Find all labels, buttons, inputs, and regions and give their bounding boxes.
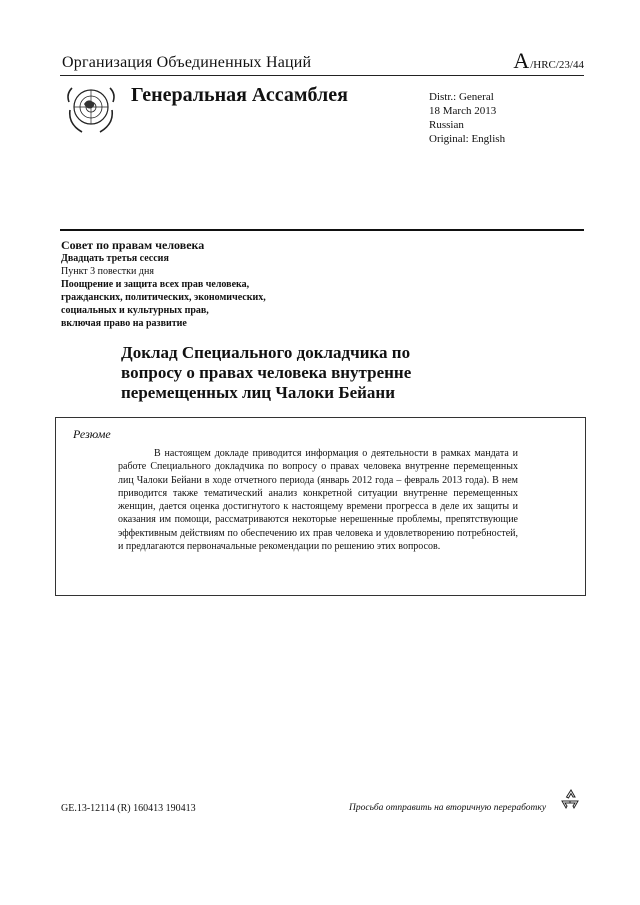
document-code: GE.13-12114 (R) 160413 190413 <box>61 803 196 814</box>
original-line: Original: English <box>429 133 506 145</box>
organization-name: Организация Объединенных Наций <box>62 54 312 71</box>
un-emblem-icon <box>62 80 120 138</box>
topic-line: включая право на развитие <box>61 318 187 329</box>
title-line: перемещенных лиц Чалоки Бейани <box>121 383 396 402</box>
agenda-item: Пункт 3 повестки дня <box>61 266 154 277</box>
topic-line: гражданских, политических, экономических, <box>61 292 266 303</box>
summary-text: В настоящем докладе приводится информация о деятельности в рамках мандата и работе Специального докладчика по вопросу о правах человека внутренне перемещенных лиц Чалоки Бейани в ходе отчетного периода (январь 2012 года – февраль 2013 года). В нем приводится также тематический анализ конкретной ситуации внутренне перемещенных женщин, дается оценка достигнутого к настоящему времени прогресса в деле их защиты и оказания им помощи, рассматриваются некоторые нерешенные проблемы, препятствующие эффективным действиям по обеспечению их прав человека и удовлетворению потребностей, и предлагаются первоначальные рекомендации по решению этих вопросов. <box>118 448 518 553</box>
topic-line: социальных и культурных прав, <box>61 305 209 316</box>
agenda-block <box>61 252 266 330</box>
recycle-note: Просьба отправить на вторичную переработку <box>349 803 547 813</box>
title-line: Доклад Специального докладчика по <box>121 343 411 362</box>
summary-label: Резюме <box>73 427 111 441</box>
distribution-block <box>429 90 505 146</box>
symbol-rest: /HRC/23/44 <box>530 59 584 71</box>
document-symbol <box>513 48 584 73</box>
recycle-icon <box>560 788 582 810</box>
distr-line: Distr.: General <box>429 91 494 103</box>
document-title <box>121 343 481 403</box>
council-name: Совет по правам человека <box>61 238 205 252</box>
date-line: 18 March 2013 <box>429 105 497 117</box>
header-rule <box>60 75 584 76</box>
title-line: вопросу о правах человека внутренне <box>121 363 412 382</box>
session-line: Двадцать третья сессия <box>61 253 169 264</box>
separator-rule <box>60 229 584 231</box>
language-line: Russian <box>429 119 464 131</box>
symbol-letter: A <box>513 48 530 73</box>
assembly-title: Генеральная Ассамблея <box>131 84 348 106</box>
topic-line: Поощрение и защита всех прав человека, <box>61 279 250 290</box>
